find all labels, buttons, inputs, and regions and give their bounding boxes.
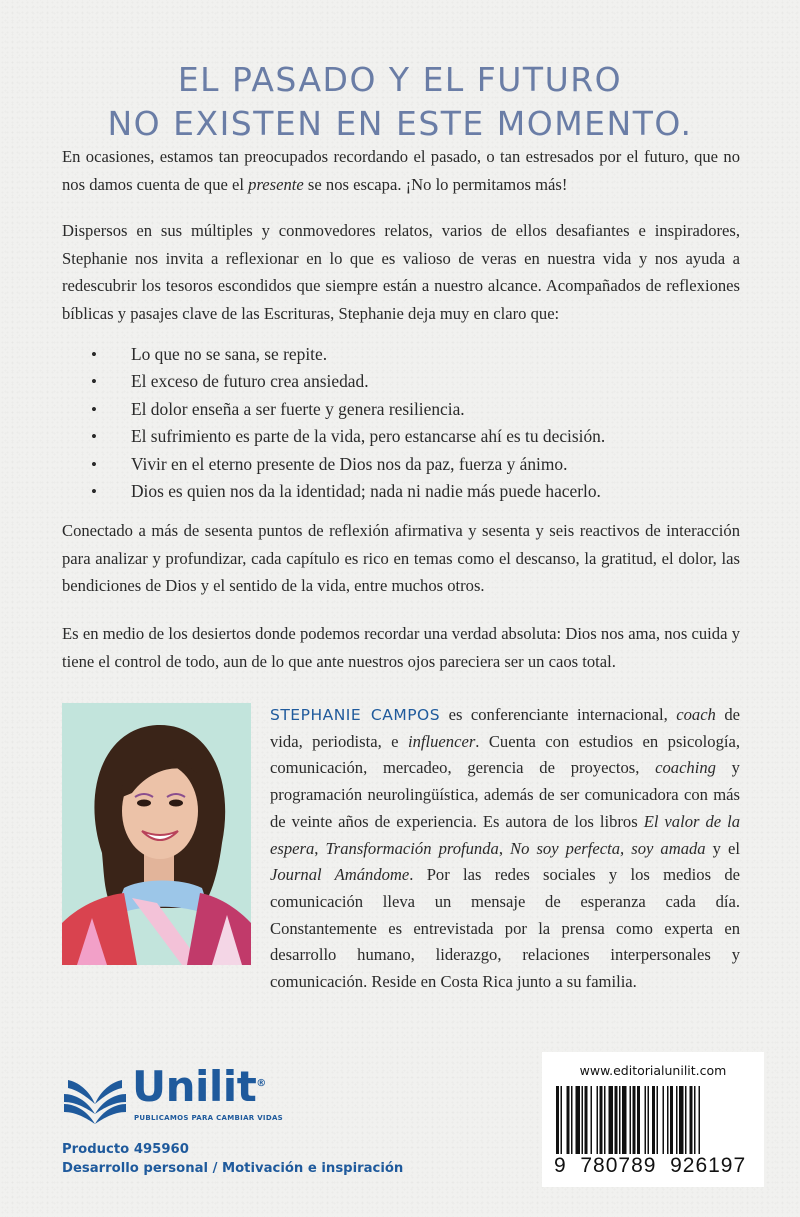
barcode-panel — [542, 1052, 764, 1187]
bio-italic: influencer — [408, 731, 476, 751]
intro-paragraph — [62, 143, 740, 198]
list-item — [62, 478, 740, 505]
bio-text: , — [498, 838, 511, 858]
list-item-text: El dolor enseña a ser fuerte y genera resiliencia. — [131, 398, 465, 419]
product-info — [62, 1140, 403, 1178]
lessons-list — [62, 341, 740, 505]
registered-mark: ® — [256, 1078, 266, 1089]
bio-italic: coach — [676, 705, 716, 724]
unilit-logo — [62, 1062, 322, 1130]
author-portrait-illustration — [62, 703, 251, 965]
bio-text: de vida, periodista, e — [270, 705, 740, 751]
book-wings-icon — [62, 1068, 128, 1126]
bullet-icon: • — [91, 482, 97, 502]
bio-italic: Journal Amándome — [270, 865, 410, 885]
description-paragraph: Dispersos en sus múltiples y conmovedores relatos, varios de ellos desafiantes e inspiradores, Stephanie nos invita a reflexionar en lo que es valioso de veras en nuestra vida y nos ayuda a redescubrir los tesoros escondidos que siempre están a nuestro alcance. Acompañados de reflexiones bíblicas y pasajes clave de las Escrituras, Stephanie deja muy en claro que: — [62, 221, 740, 323]
intro-emphasis: presente — [248, 174, 304, 194]
list-item-text: Vivir en el eterno presente de Dios nos da paz, fuerza y ánimo. — [131, 453, 568, 474]
author-photo — [62, 703, 251, 965]
bullet-icon: • — [91, 454, 97, 474]
bio-text: y el — [705, 838, 740, 858]
bio-text: es conferenciante internacional, — [440, 705, 677, 724]
publisher-url: www.editorialunilit.com — [579, 1063, 727, 1078]
bullet-icon: • — [91, 427, 97, 447]
list-item — [62, 341, 740, 368]
author-name: STEPHANIE CAMPOS — [270, 706, 441, 724]
list-item — [62, 396, 740, 423]
list-item — [62, 451, 740, 478]
topics-paragraph: Conectado a más de sesenta puntos de reflexión afirmativa y sesenta y seis reactivos de interacción para analizar y profundizar, cada capítulo es rico en temas como el descanso, la gratitud, el dolor, las bendiciones de Dios y el sentido de la vida, entre muchos otros. — [62, 521, 740, 595]
intro-text-2: se nos escapa. ¡No lo permitamos más! — [303, 174, 568, 194]
closing-paragraph: Es en medio de los desiertos donde podemos recordar una verdad absoluta: Dios nos ama, nos cuida y tiene el control de todo, aun de lo que ante nuestros ojos pareciera ser un caos total. — [62, 624, 740, 671]
list-item-text: Lo que no se sana, se repite. — [131, 344, 328, 364]
bio-text: . Por las redes sociales y los medios de comunicación lleva un mensaje de esperanza cada día. Constantemente es entrevistada por la prensa como experta en desarrollo humano, liderazgo, relaciones interpersonales y comunicación. Reside en Costa Rica junto a su familia. — [270, 865, 740, 992]
bio-text: . Cuenta con estudios en psicología, comunicación, mercadeo, gerencia de proyectos, — [270, 731, 740, 778]
bio-italic: Transformación profunda — [325, 838, 499, 858]
list-item-text: El exceso de futuro crea ansiedad. — [131, 371, 369, 392]
bio-italic: coaching — [655, 758, 716, 778]
list-item-text: Dios es quien nos da la identidad; nada ni nadie más puede hacerlo. — [131, 481, 601, 502]
bio-text: y programación neurolingüística, además de ser comunicadora con más de veinte años de experiencia. Es autora de los libros — [270, 758, 740, 831]
bullet-icon: • — [91, 399, 97, 419]
product-category: Desarrollo personal / Motivación e inspiración — [62, 1161, 404, 1176]
isbn-number: 9 780789 926197 — [554, 1154, 747, 1177]
headline-line-2: NO EXISTEN EN ESTE MOMENTO. — [107, 104, 693, 143]
headline — [0, 58, 800, 146]
headline-line-1: EL PASADO Y EL FUTURO — [177, 60, 623, 99]
list-item — [62, 423, 740, 450]
bio-italic: No soy perfecta, soy amada — [510, 838, 706, 858]
bullet-icon: • — [91, 372, 97, 392]
product-code: Producto 495960 — [62, 1142, 189, 1157]
bio-italic: El valor de la espera — [270, 811, 740, 858]
publisher-name — [132, 1062, 266, 1111]
bullet-icon: • — [91, 345, 97, 364]
list-item — [62, 368, 740, 395]
list-item-text: El sufrimiento es parte de la vida, pero estancarse ahí es tu decisión. — [131, 426, 606, 447]
publisher-tagline: PUBLICAMOS PARA CAMBIAR VIDAS — [134, 1114, 284, 1122]
author-bio — [270, 702, 740, 996]
publisher-name-text: Unilit — [132, 1062, 257, 1111]
intro-text-1: En ocasiones, estamos tan preocupados recordando el pasado, o tan estresados por el futuro, que no nos damos cuenta de que el — [62, 147, 740, 194]
bio-text: , — [314, 838, 326, 858]
barcode — [556, 1086, 756, 1154]
